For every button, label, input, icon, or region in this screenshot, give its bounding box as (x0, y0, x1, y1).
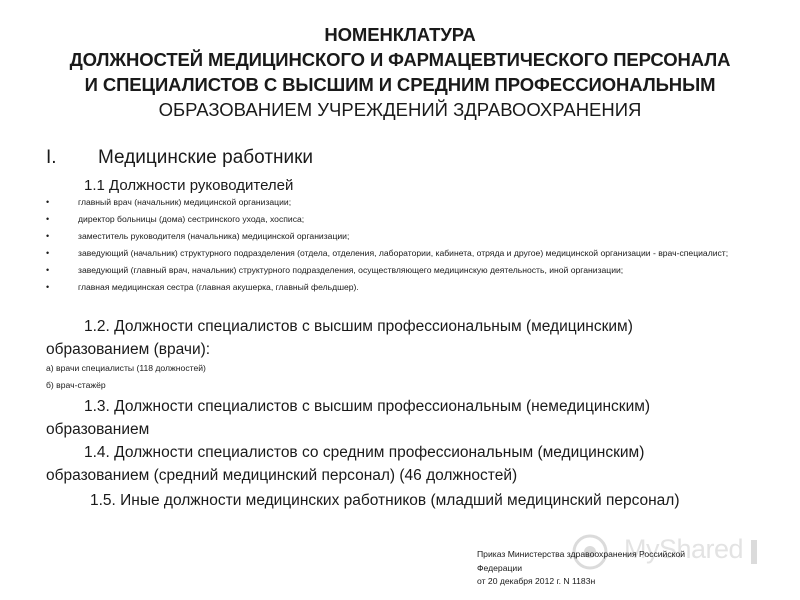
list-item-text: главный врач (начальник) медицинской организации; (78, 197, 292, 207)
list-item-text: заместитель руководителя (начальника) медицинской организации; (78, 231, 350, 241)
sub-item-a: а) врачи специалисты (118 должностей) (46, 363, 206, 373)
title-line-4: ОБРАЗОВАНИЕМ УЧРЕЖДЕНИЙ ЗДРАВООХРАНЕНИЯ (158, 99, 642, 120)
list-item (46, 231, 746, 243)
list-item (46, 248, 746, 260)
subheading-1-4-line-1: 1.4. Должности специалистов со средним профессиональным (медицинским) (84, 444, 645, 461)
title-line-3: И СПЕЦИАЛИСТОВ С ВЫСШИМ И СРЕДНИМ ПРОФЕССИОНАЛЬНЫМ (84, 74, 716, 95)
page-title (0, 22, 800, 122)
list-item (46, 214, 746, 226)
bullet-marker: • (46, 231, 50, 241)
footnote-line-2: Федерации (477, 562, 522, 573)
bullet-marker: • (46, 197, 50, 207)
title-line-2: ДОЛЖНОСТЕЙ МЕДИЦИНСКОГО И ФАРМАЦЕВТИЧЕСКОГО ПЕРСОНАЛА (69, 49, 731, 70)
section-number: I. (46, 147, 57, 168)
list-item-text: заведующий (начальник) структурного подразделения (отдела, отделения, лаборатории, кабинета, отряда и другое) медицинской организации - врач-специалист; (78, 248, 729, 258)
bullet-marker: • (46, 214, 50, 224)
watermark-text: MyShared (624, 534, 744, 564)
subheading-1-3 (46, 395, 746, 441)
subheading-1-2 (46, 315, 746, 361)
list-item (46, 197, 746, 209)
title-line-1: НОМЕНКЛАТУРА (324, 24, 476, 45)
subheading-1-3-line-1: 1.3. Должности специалистов с высшим профессиональным (немедицинским) (84, 398, 651, 415)
subheading-1-2-line-2: образованием (врачи): (46, 341, 211, 358)
list-item-text: главная медицинская сестра (главная акушерка, главный фельдшер). (78, 282, 359, 292)
subheading-1-3-line-2: образованием (46, 421, 150, 438)
footnote-line-3: от 20 декабря 2012 г. N 1183н (477, 576, 596, 586)
bullet-marker: • (46, 265, 50, 275)
bullet-marker: • (46, 282, 50, 292)
bullet-list (46, 197, 746, 299)
subheading-1-1: 1.1 Должности руководителей (84, 177, 294, 194)
list-item (46, 265, 746, 277)
section-heading (46, 147, 313, 169)
subheading-1-4-line-2: образованием (средний медицинский персонал) (46 должностей) (46, 467, 518, 484)
section-label: Медицинские работники (98, 147, 314, 168)
list-item (46, 282, 746, 294)
sub-item-b: б) врач-стажёр (46, 380, 106, 390)
footnote (477, 548, 747, 589)
list-item-text: директор больницы (дома) сестринского ухода, хосписа; (78, 214, 305, 224)
bullet-marker: • (46, 248, 50, 258)
subheading-1-5-text: 1.5. Иные должности медицинских работников (младший медицинский персонал) (90, 492, 680, 509)
footnote-line-1: Приказ Министерства здравоохранения Российской (477, 549, 686, 559)
list-item-text: заведующий (главный врач, начальник) структурного подразделения, осуществляющего медицинскую деятельность, иной организации; (78, 265, 624, 275)
subheading-1-2-line-1: 1.2. Должности специалистов с высшим профессиональным (медицинским) (84, 318, 633, 335)
subheading-1-5 (46, 489, 746, 512)
subheading-1-4 (46, 441, 746, 487)
watermark-mark-icon (745, 532, 765, 572)
